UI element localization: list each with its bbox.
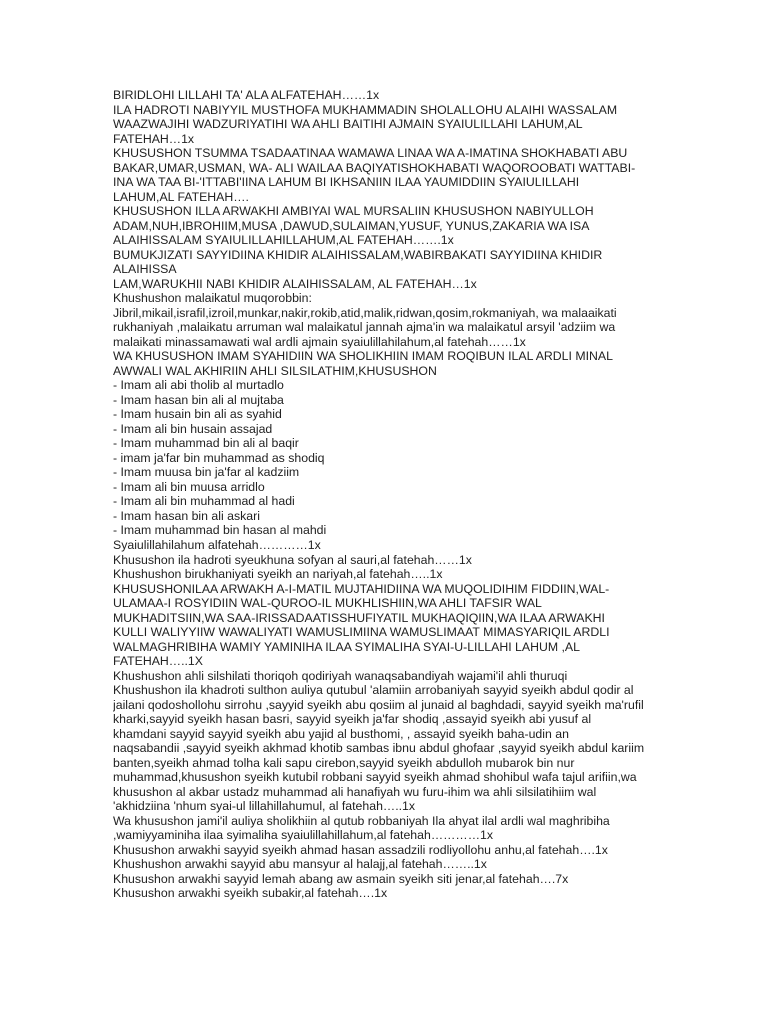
text-line: Khusushon arwakhi sayyid syeikh ahmad hasan assadzili rodliyollohu anhu,al fatehah….1x — [113, 842, 608, 857]
text-line: Khushushon ila khadroti sulthon auliya qutubul 'alamiin arrobaniyah sayyid syeikh abdul qodir al — [113, 683, 634, 698]
text-line: Jibril,mikail,israfil,izroil,munkar,nakir,rokib,atid,malik,ridwan,qosim,rokmaniyah, wa malaaikati — [113, 305, 617, 320]
text-line: KHUSUSHONILAA ARWAKH A-I-MATIL MUJTAHIDIINA WA MUQOLIDIHIM FIDDIIN,WAL- — [113, 581, 610, 596]
text-line: WAAZWAJIHI WADZURIYATIHI WA AHLI BAITIHI AJMAIN SYAIULILLAHI LAHUM,AL — [113, 117, 583, 132]
text-line: ADAM,NUH,IBROHIIM,MUSA ,DAWUD,SULAIMAN,YUSUF, YUNUS,ZAKARIA WA ISA — [113, 218, 590, 233]
text-line: Wa khusushon jami'il auliya sholikhiin al qutub robbaniyah Ila ahyat ilal ardli wal maghribiha — [113, 813, 610, 828]
text-line: ULAMAA-I ROSYIDIIN WAL-QUROO-IL MUKHLISHIIN,WA AHLI TAFSIR WAL — [113, 596, 542, 611]
text-line: LAHUM,AL FATEHAH…. — [113, 189, 249, 204]
text-line: WALMAGHRIBIHA WAMIY YAMINIHA ILAA SYIMALIHA SYAI-U-LILLAHI LAHUM ,AL — [113, 639, 580, 654]
text-line: kharki,sayyid syeikh hasan basri, sayyid syeikh ja'far shodiq ,assayid syeikh abi yusuf al — [113, 712, 592, 727]
text-line: banten,syeikh ahmad tolha kali sapu cirebon,sayyid syeikh abdulloh mubarok bin nur — [113, 755, 575, 770]
text-line: FATEHAH…1x — [113, 131, 195, 146]
text-line: - Imam ali bin muhammad al hadi — [113, 494, 295, 509]
document-text-block — [113, 88, 653, 901]
text-line: khamdani sayyid sayyid syeikh abu yajid al busthomi, , assayid syeikh baha-udin an — [113, 726, 569, 741]
text-line: rukhaniyah ,malaikatu arruman wal malaikatul jannah ajma'in wa malaikatul arsyil 'adziim wa — [113, 320, 616, 335]
text-line: - Imam ali bin muusa arridlo — [113, 479, 265, 494]
text-line: malaikati minassamawati wal ardli ajmain syaiulillahilahum,al fatehah……1x — [113, 334, 526, 349]
text-line: BIRIDLOHI LILLAHI TA' ALA ALFATEHAH……1x — [113, 88, 380, 102]
text-line: BUMUKJIZATI SAYYIDIINA KHIDIR ALAIHISSALAM,WABIRBAKATI SAYYIDIINA KHIDIR — [113, 247, 603, 262]
text-line: Syaiulillahilahum alfatehah…………1x — [113, 537, 321, 552]
text-line: Khusushon arwakhi sayyid lemah abang aw asmain syeikh siti jenar,al fatehah….7x — [113, 871, 569, 886]
text-line: Khusushon arwakhi syeikh subakir,al fatehah….1x — [113, 886, 388, 901]
text-line: naqsabandii ,sayyid syeikh akhmad khotib sambas ibnu abdul ghofaar ,sayyid syeikh abdul kariim — [113, 741, 645, 756]
text-line: ,wamiyyaminiha ilaa syimaliha syaiulillahillahum,al fatehah…………1x — [113, 828, 493, 843]
text-line: WA KHUSUSHON IMAM SYAHIDIIN WA SHOLIKHIIN IMAM ROQIBUN ILAL ARDLI MINAL — [113, 349, 613, 364]
text-line: - Imam hasan bin ali al mujtaba — [113, 392, 284, 407]
text-line: ILA HADROTI NABIYYIL MUSTHOFA MUKHAMMADIN SHOLALLOHU ALAIHI WASSALAM — [113, 102, 618, 117]
text-line: - Imam ali bin husain assajad — [113, 421, 273, 436]
text-line: ALAIHISSALAM SYAIULILLAHILLAHUM,AL FATEHAH…….1x — [113, 233, 454, 248]
text-line: - Imam muhammad bin hasan al mahdi — [113, 523, 327, 538]
text-line: - Imam husain bin ali as syahid — [113, 407, 282, 422]
text-line: muhammad,khusushon syeikh kutubil robbani sayyid syeikh ahmad shohibul wafa tajul arifiin,wa — [113, 770, 637, 785]
text-line: MUKHADITSIIN,WA SAA-IRISSADAATISSHUFIYATIL MUKHAQIQIIN,WA ILAA ARWAKHI — [113, 610, 605, 625]
text-line: FATEHAH…..1X — [113, 654, 203, 669]
text-line: AWWALI WAL AKHIRIIN AHLI SILSILATHIM,KHUSUSHON — [113, 363, 437, 378]
text-line: KULLI WALIYYIIW WAWALIYATI WAMUSLIMIINA WAMUSLIMAAT MIMASYARIQIL ARDLI — [113, 625, 610, 640]
text-line: 'akhidziina 'nhum syai-ul lillahillahumul, al fatehah…..1x — [113, 799, 416, 814]
text-line: INA WA TAA BI-'ITTABI'IINA LAHUM BI IKHSANIIN ILAA YAUMIDDIIN SYAIULILLAHI — [113, 175, 580, 190]
text-line: Khusushon ila hadroti syeukhuna sofyan al sauri,al fatehah……1x — [113, 552, 472, 567]
text-line: - Imam hasan bin ali askari — [113, 508, 260, 523]
text-line: khusushon al akbar ustadz muhammad ali hanafiyah wu furu-ihim wa ahli silsilatihiim wal — [113, 784, 597, 799]
text-line: - imam ja'far bin muhammad as shodiq — [113, 450, 325, 465]
text-line: jailani qodoshollohu sirrohu ,sayyid syeikh abu qosiim al junaid al baghdadi, sayyid syeikh ma'rufil — [113, 697, 644, 712]
text-line: - Imam muusa bin ja'far al kadziim — [113, 465, 300, 480]
text-line: KHUSUSHON ILLA ARWAKHI AMBIYAI WAL MURSALIIN KHUSUSHON NABIYULLOH — [113, 204, 594, 219]
text-line: BAKAR,UMAR,USMAN, WA- ALI WAILAA BAQIYATISHOKHABATI WAQOROOBATI WATTABI- — [113, 160, 636, 175]
text-line: Khushushon malaikatul muqorobbin: — [113, 291, 312, 306]
text-line: Khushushon ahli silshilati thoriqoh qodiriyah wanaqsabandiyah wajami'il ahli thuruqi — [113, 668, 568, 683]
text-line: ALAIHISSA — [113, 262, 177, 277]
text-line: KHUSUSHON TSUMMA TSADAATINAA WAMAWA LINAA WA A-IMATINA SHOKHABATI ABU — [113, 146, 628, 161]
text-line: - Imam muhammad bin ali al baqir — [113, 436, 299, 451]
text-line: Khushushon arwakhi sayyid abu mansyur al halajj,al fatehah……..1x — [113, 857, 487, 872]
text-line: - Imam ali abi tholib al murtadlo — [113, 378, 284, 393]
text-line: LAM,WARUKHII NABI KHIDIR ALAIHISSALAM, AL FATEHAH…1x — [113, 276, 477, 291]
text-line: Khushushon birukhaniyati syeikh an nariyah,al fatehah…..1x — [113, 567, 443, 582]
